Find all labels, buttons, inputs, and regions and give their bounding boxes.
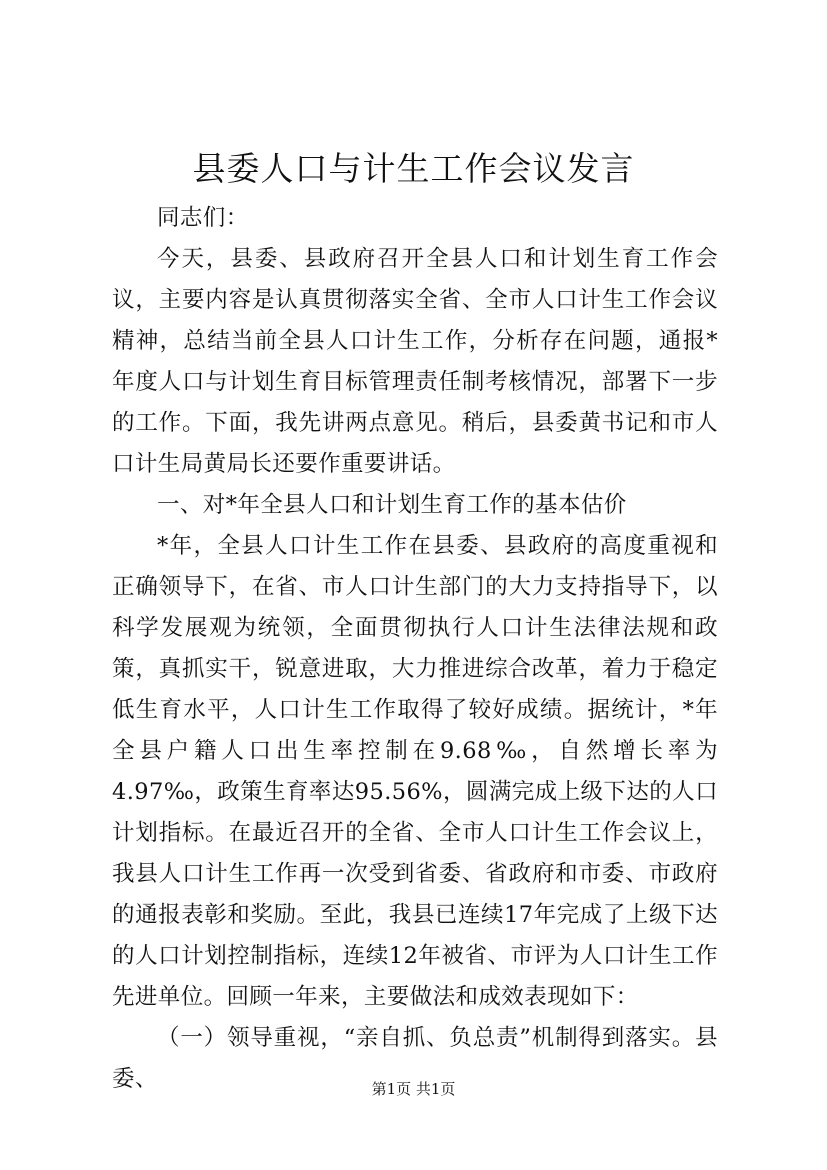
document-title: 县委人口与计生工作会议发言 xyxy=(192,149,635,188)
page-footer: 第1页 共1页 xyxy=(371,1080,456,1098)
subsection-paragraph: （一）领导重视，“亲自抓、负总责”机制得到落实。县委、 xyxy=(112,1025,718,1092)
section-heading: 一、对*年全县人口和计划生育工作的基本估价 xyxy=(157,492,627,518)
opening-paragraph: 今天，县委、县政府召开全县人口和计划生育工作会议，主要内容是认真贯彻落实全省、全市人口计生工作会议精神，总结当前全县人口计生工作，分析存在问题，通报*年度人口与计划生育目标管理责任制考核情况，部署下一步的工作。下面，我先讲两点意见。稍后，县委黄书记和市人口计生局黄局长还要作重要讲话。 xyxy=(112,246,718,477)
body-paragraph: *年，全县人口计生工作在县委、县政府的高度重视和正确领导下，在省、市人口计生部门的大力支持指导下，以科学发展观为统领，全面贯彻执行人口计生法律法规和政策，真抓实干，锐意进取，大力推进综合改革，着力于稳定低生育水平，人口计生工作取得了较好成绩。据统计，*年全县户籍人口出生率控制在9.68‰，自然增长率为4.97‰，政策生育率达95.56%，圆满完成上级下达的人口计划指标。在最近召开的全省、全市人口计生工作会议上，我县人口计生工作再一次受到省委、省政府和市委、市政府的通报表彰和奖励。至此，我县已连续17年完成了上级下达的人口计划控制指标，连续12年被省、市评为人口计生工作先进单位。回顾一年来，主要做法和成效表现如下： xyxy=(112,533,718,1010)
salutation-paragraph: 同志们： xyxy=(157,205,249,231)
document-body xyxy=(112,198,718,1100)
